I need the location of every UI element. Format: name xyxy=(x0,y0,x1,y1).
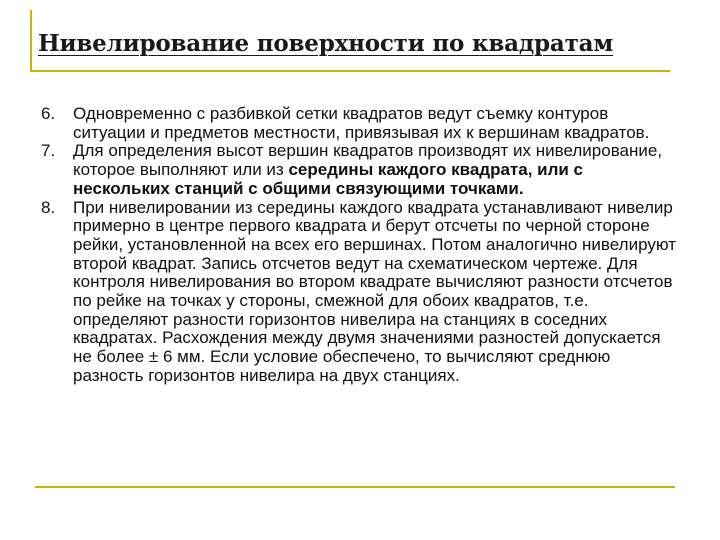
list-item-8 xyxy=(41,199,681,386)
item-text: Одновременно с разбивкой сетки квадратов ведут съемку контуров ситуации и предметов местности, привязывая их к вершинам квадратов. xyxy=(73,104,650,142)
item-text: При нивелировании из середины каждого квадрата устанавливают нивелир примерно в центре первого квадрата и берут отсчеты по черной стороне рейки, установленной на всех его вершинах. Потом аналогично нивелируют второй квадрат. Запись отсчетов ведут на схематическом чертеже. Для контроля нивелирования во втором квадрате вычисляют разности отсчетов по рейке на точках у стороны, смежной для обоих квадратов, т.е. определяют разности горизонтов нивелира на станциях в соседних квадратах. Расхождения между двумя значениями разностей допускается не более ± 6 мм. Если условие обеспечено, то вычисляют среднюю разность горизонтов нивелира на двух станциях. xyxy=(73,197,676,385)
item-text-bold: середины каждого квадрата, или с нескольких станций с общими связующими точками. xyxy=(73,160,584,198)
item-text-regular: Для определения высот вершин квадратов производят их нивелирование, которое выполняют или из xyxy=(73,141,663,180)
accent-vertical-line xyxy=(30,10,32,72)
list-item-6 xyxy=(41,105,681,142)
item-text xyxy=(73,141,662,197)
bottom-rule xyxy=(35,486,675,488)
item-number: 7. xyxy=(41,141,56,161)
list-item-7 xyxy=(41,142,681,198)
title-underline-rule xyxy=(30,70,670,72)
item-number: 6. xyxy=(41,104,56,123)
numbered-list xyxy=(41,105,681,386)
slide-title: Нивелирование поверхности по квадратам xyxy=(38,30,614,57)
item-number: 8. xyxy=(41,197,56,217)
